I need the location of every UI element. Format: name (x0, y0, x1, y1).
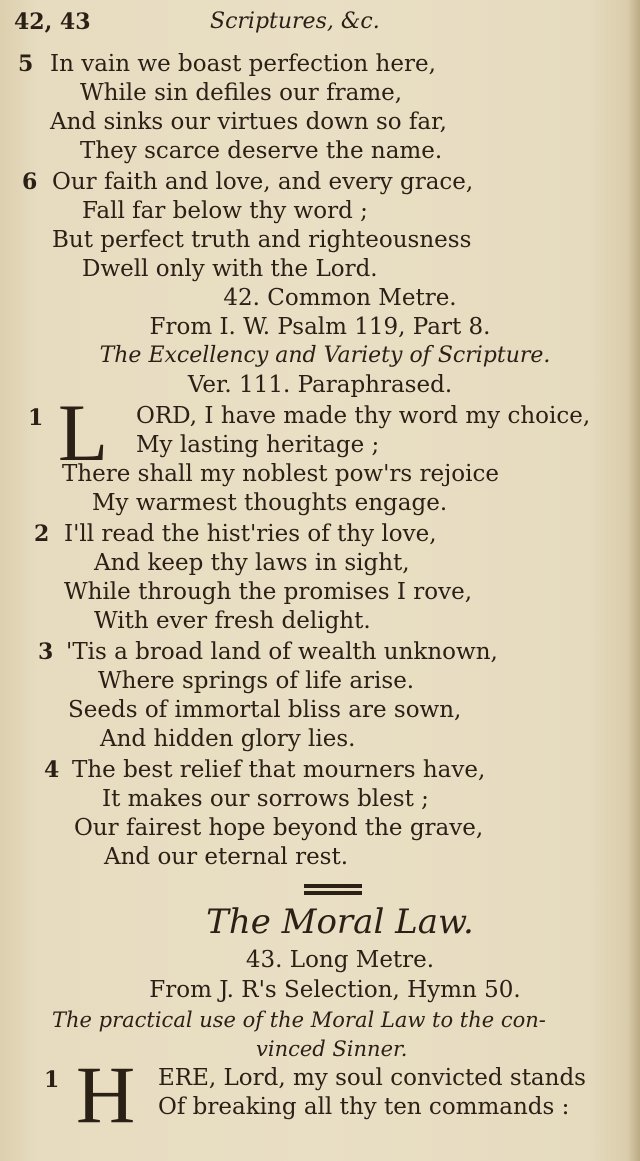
verse-line: My lasting heritage ; (136, 432, 380, 458)
verse-line: Fall far below thy word ; (82, 198, 368, 224)
drop-cap-letter: H (76, 1049, 136, 1140)
verse-line: Of breaking all thy ten commands : (158, 1094, 570, 1120)
hymn-subject: The Excellency and Variety of Scripture. (99, 343, 551, 368)
verse-number: 1 (28, 405, 44, 431)
running-title: Scriptures, &c. (210, 9, 380, 34)
verse-line: And our eternal rest. (104, 844, 349, 870)
section-divider-rule (304, 891, 362, 895)
verse-number: 2 (34, 521, 50, 547)
verse-line: But perfect truth and righteousness (52, 227, 472, 253)
verse-line: With ever fresh delight. (94, 608, 371, 634)
verse-line: It makes our sorrows blest ; (102, 786, 429, 812)
verse-number: 3 (38, 639, 54, 665)
verse-line: Our fairest hope beyond the grave, (74, 815, 484, 841)
hymn-number-meter: 42. Common Metre. (223, 285, 457, 311)
verse-line: 'Tis a broad land of wealth unknown, (66, 639, 498, 665)
verse-line: Seeds of immortal bliss are sown, (68, 697, 462, 723)
hymn-source: From I. W. Psalm 119, Part 8. (149, 314, 491, 340)
verse-line: Where springs of life arise. (98, 668, 415, 694)
verse-line: And keep thy laws in sight, (94, 550, 410, 576)
verse-reference: Ver. 111. Paraphrased. (187, 372, 453, 398)
section-title: The Moral Law. (206, 902, 474, 942)
verse-line: They scarce deserve the name. (80, 138, 443, 164)
verse-line: And hidden glory lies. (100, 726, 356, 752)
verse-number: 1 (44, 1067, 60, 1093)
verse-line: ERE, Lord, my soul convicted stands (158, 1065, 586, 1091)
verse-line: In vain we boast perfection here, (50, 51, 436, 77)
hymn-number-meter: 43. Long Metre. (245, 947, 435, 973)
section-divider-rule (304, 884, 362, 888)
verse-line: While sin defiles our frame, (80, 80, 403, 106)
hymn-source: From J. R's Selection, Hymn 50. (149, 977, 521, 1003)
verse-line: I'll read the hist'ries of thy love, (64, 521, 437, 547)
verse-number: 4 (44, 757, 60, 783)
verse-number: 5 (18, 51, 34, 77)
page-numbers: 42, 43 (14, 9, 91, 35)
verse-line: While through the promises I rove, (64, 579, 473, 605)
drop-cap-letter: L (58, 387, 109, 478)
verse-line: My warmest thoughts engage. (92, 490, 448, 516)
hymn-subject: The practical use of the Moral Law to the con- (52, 1008, 546, 1032)
hymn-subject: vinced Sinner. (256, 1037, 408, 1061)
verse-line: There shall my noblest pow'rs rejoice (62, 461, 499, 487)
verse-line: ORD, I have made thy word my choice, (136, 403, 591, 429)
verse-number: 6 (22, 169, 38, 195)
verse-line: Our faith and love, and every grace, (52, 169, 474, 195)
verse-line: And sinks our virtues down so far, (50, 109, 447, 135)
verse-line: Dwell only with the Lord. (82, 256, 378, 282)
verse-line: The best relief that mourners have, (72, 757, 486, 783)
